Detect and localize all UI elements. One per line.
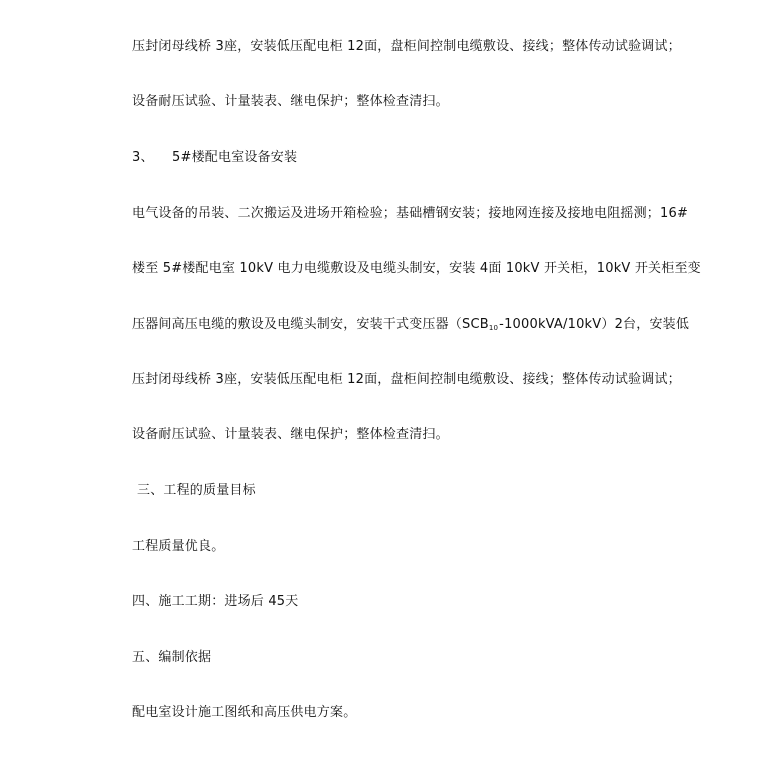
transformer-subscript: 10 xyxy=(488,324,499,332)
section-number: 3、 xyxy=(132,150,154,165)
quality-goal-heading: 三、工程的质量目标 xyxy=(137,483,256,498)
paragraph-line: 工程质量优良。 xyxy=(132,539,225,554)
schedule-heading: 四、施工工期：进场后 45天 xyxy=(132,594,299,609)
paragraph-line: 压封闭母线桥 3座，安装低压配电柜 12面，盘柜间控制电缆敷设、接线；整体传动试验调试； xyxy=(132,372,681,387)
basis-heading: 五、编制依据 xyxy=(132,650,212,665)
paragraph-line: 压封闭母线桥 3座，安装低压配电柜 12面，盘柜间控制电缆敷设、接线；整体传动试验调试； xyxy=(132,39,681,54)
paragraph-line: 设备耐压试验、计量装表、继电保护；整体检查清扫。 xyxy=(132,94,449,109)
paragraph-line: 配电室设计施工图纸和高压供电方案。 xyxy=(132,705,357,720)
transformer-text-before: 压器间高压电缆的敷设及电缆头制安，安装干式变压器（SCB xyxy=(132,317,489,332)
paragraph-line: 楼至 5#楼配电室 10kV 电力电缆敷设及电缆头制安，安装 4面 10kV 开关柜，10kV 开关柜至变 xyxy=(132,261,701,276)
transformer-line xyxy=(132,315,689,338)
section-heading-3 xyxy=(132,148,297,168)
paragraph-line: 电气设备的吊装、二次搬运及进场开箱检验；基础槽钢安装；接地网连接及接地电阻摇测；16# xyxy=(132,206,689,221)
section-title: 5#楼配电室设备安装 xyxy=(172,150,298,165)
paragraph-line: 设备耐压试验、计量装表、继电保护；整体检查清扫。 xyxy=(132,427,449,442)
transformer-text-after: -1000kVA/10kV）2台，安装低 xyxy=(499,317,690,332)
